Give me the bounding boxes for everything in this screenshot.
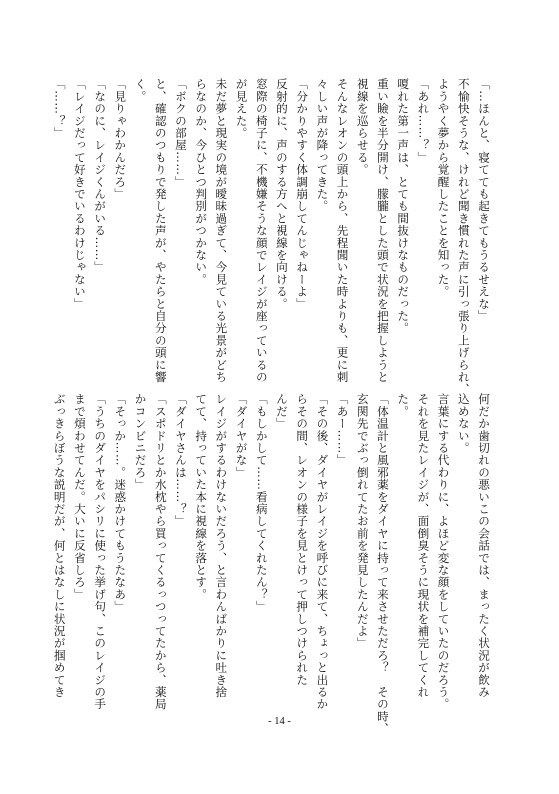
text-line: 「ダイヤがな」 <box>234 393 249 479</box>
text-line: た。 <box>396 393 411 418</box>
text-line: 言葉にする代わりに、よほど変な顔をしていたのだろう。 <box>436 393 451 711</box>
text-line: 窓際の椅子に、不機嫌そうな顔でレイジが座っているの <box>254 78 269 383</box>
text-line: 「…ほんと、寝てても起きてもうるせえな」 <box>477 78 491 322</box>
text-line: 「あれ……？」 <box>416 78 431 164</box>
text-line: まで煩わせてんだ。大いに反省しろ」 <box>72 393 87 601</box>
text-line: ぶっきらぼうな説明だが、何とはなしに状況が掴めてき <box>52 393 67 698</box>
text-line: ようやく夢から覚醒したことを知った。 <box>436 78 451 298</box>
text-line: 不愉快そうな、けれど聞き慣れた声に引っ張り上げられ、 <box>456 78 471 396</box>
text-line: 嗄れた第一声は、とても間抜けなものだった。 <box>396 78 411 335</box>
text-line: く。 <box>133 78 148 103</box>
text-line: 「ボクの部屋……」 <box>173 78 188 188</box>
text-line: 玄関先でぶっ倒れてたお前を発見したんだよ」 <box>355 393 370 650</box>
text-line: それを見たレイジが、面倒臭そうに現状を補完してくれ <box>416 393 431 698</box>
text-line: 「見りゃわかんだろ」 <box>113 78 128 200</box>
text-line: てて、持っていた本に視線を落とす。 <box>194 393 209 601</box>
text-line: レイジがするわけないだろう、と言わんばかりに吐き捨 <box>214 393 229 698</box>
text-line: 「その後、ダイヤがレイジを呼びに来て、ちょっと出るか <box>315 393 330 711</box>
text-line: 「ダイヤさんは……？」 <box>173 393 188 528</box>
text-line: 「分かりやすく体調崩してんじゃねーよ」 <box>295 78 310 310</box>
text-line: 重い瞼を半分開け、朦朧とした頭で状況を把握しようと <box>375 78 390 383</box>
text-line: 々しい声が降ってきた。 <box>315 78 330 213</box>
text-line: 「体温計と風邪薬をダイヤに持って来させただろ？ その時、 <box>375 393 390 735</box>
text-line: 「……？」 <box>52 78 67 139</box>
text-line: 「そっか……。迷惑かけてもうたなあ」 <box>113 393 128 613</box>
page-number: - 14 - <box>268 716 291 727</box>
text-line: 込めない。 <box>456 393 471 454</box>
text-line: そんなレオンの頭上から、先程聞いた時よりも、更に刺 <box>335 78 350 383</box>
text-block-upper <box>52 78 494 396</box>
text-line: 何だか歯切れの悪いこの会話では、まったく状況が飲み <box>477 393 491 698</box>
text-line: 反射的に、声のする方へと視線を向ける。 <box>274 78 289 310</box>
text-line: らなのか、今ひとつ判別がつかない。 <box>194 78 209 286</box>
text-line: 未だ夢と現実の境が曖昧過ぎて、今見ている光景がどち <box>214 78 229 383</box>
text-line: 「スポドリとか水枕やら買ってくるっつってたから、薬局 <box>153 393 168 711</box>
text-line: 「なのに、レイジくんがいる……」 <box>93 78 108 274</box>
text-line: 「あー……」 <box>335 393 350 467</box>
text-line: が見えた。 <box>234 78 249 139</box>
text-line: 「レイジだって好きでいるわけじゃない」 <box>72 78 87 310</box>
text-line: 「うちのダイヤをパシリに使った挙げ句、このレイジの手 <box>93 393 108 711</box>
text-line: と、確認のつもりで発した声が、やたらと自分の頭に響 <box>153 78 168 383</box>
text-line: かコンビニだろ」 <box>133 393 148 491</box>
text-line: 「もしかして……看病してくれたん？」 <box>254 393 269 613</box>
text-line: んだ」 <box>274 393 289 430</box>
text-line: 視線を巡らせる。 <box>355 78 370 176</box>
text-line: らその間、レオンの様子を見とけって押しつけられた <box>295 393 310 686</box>
